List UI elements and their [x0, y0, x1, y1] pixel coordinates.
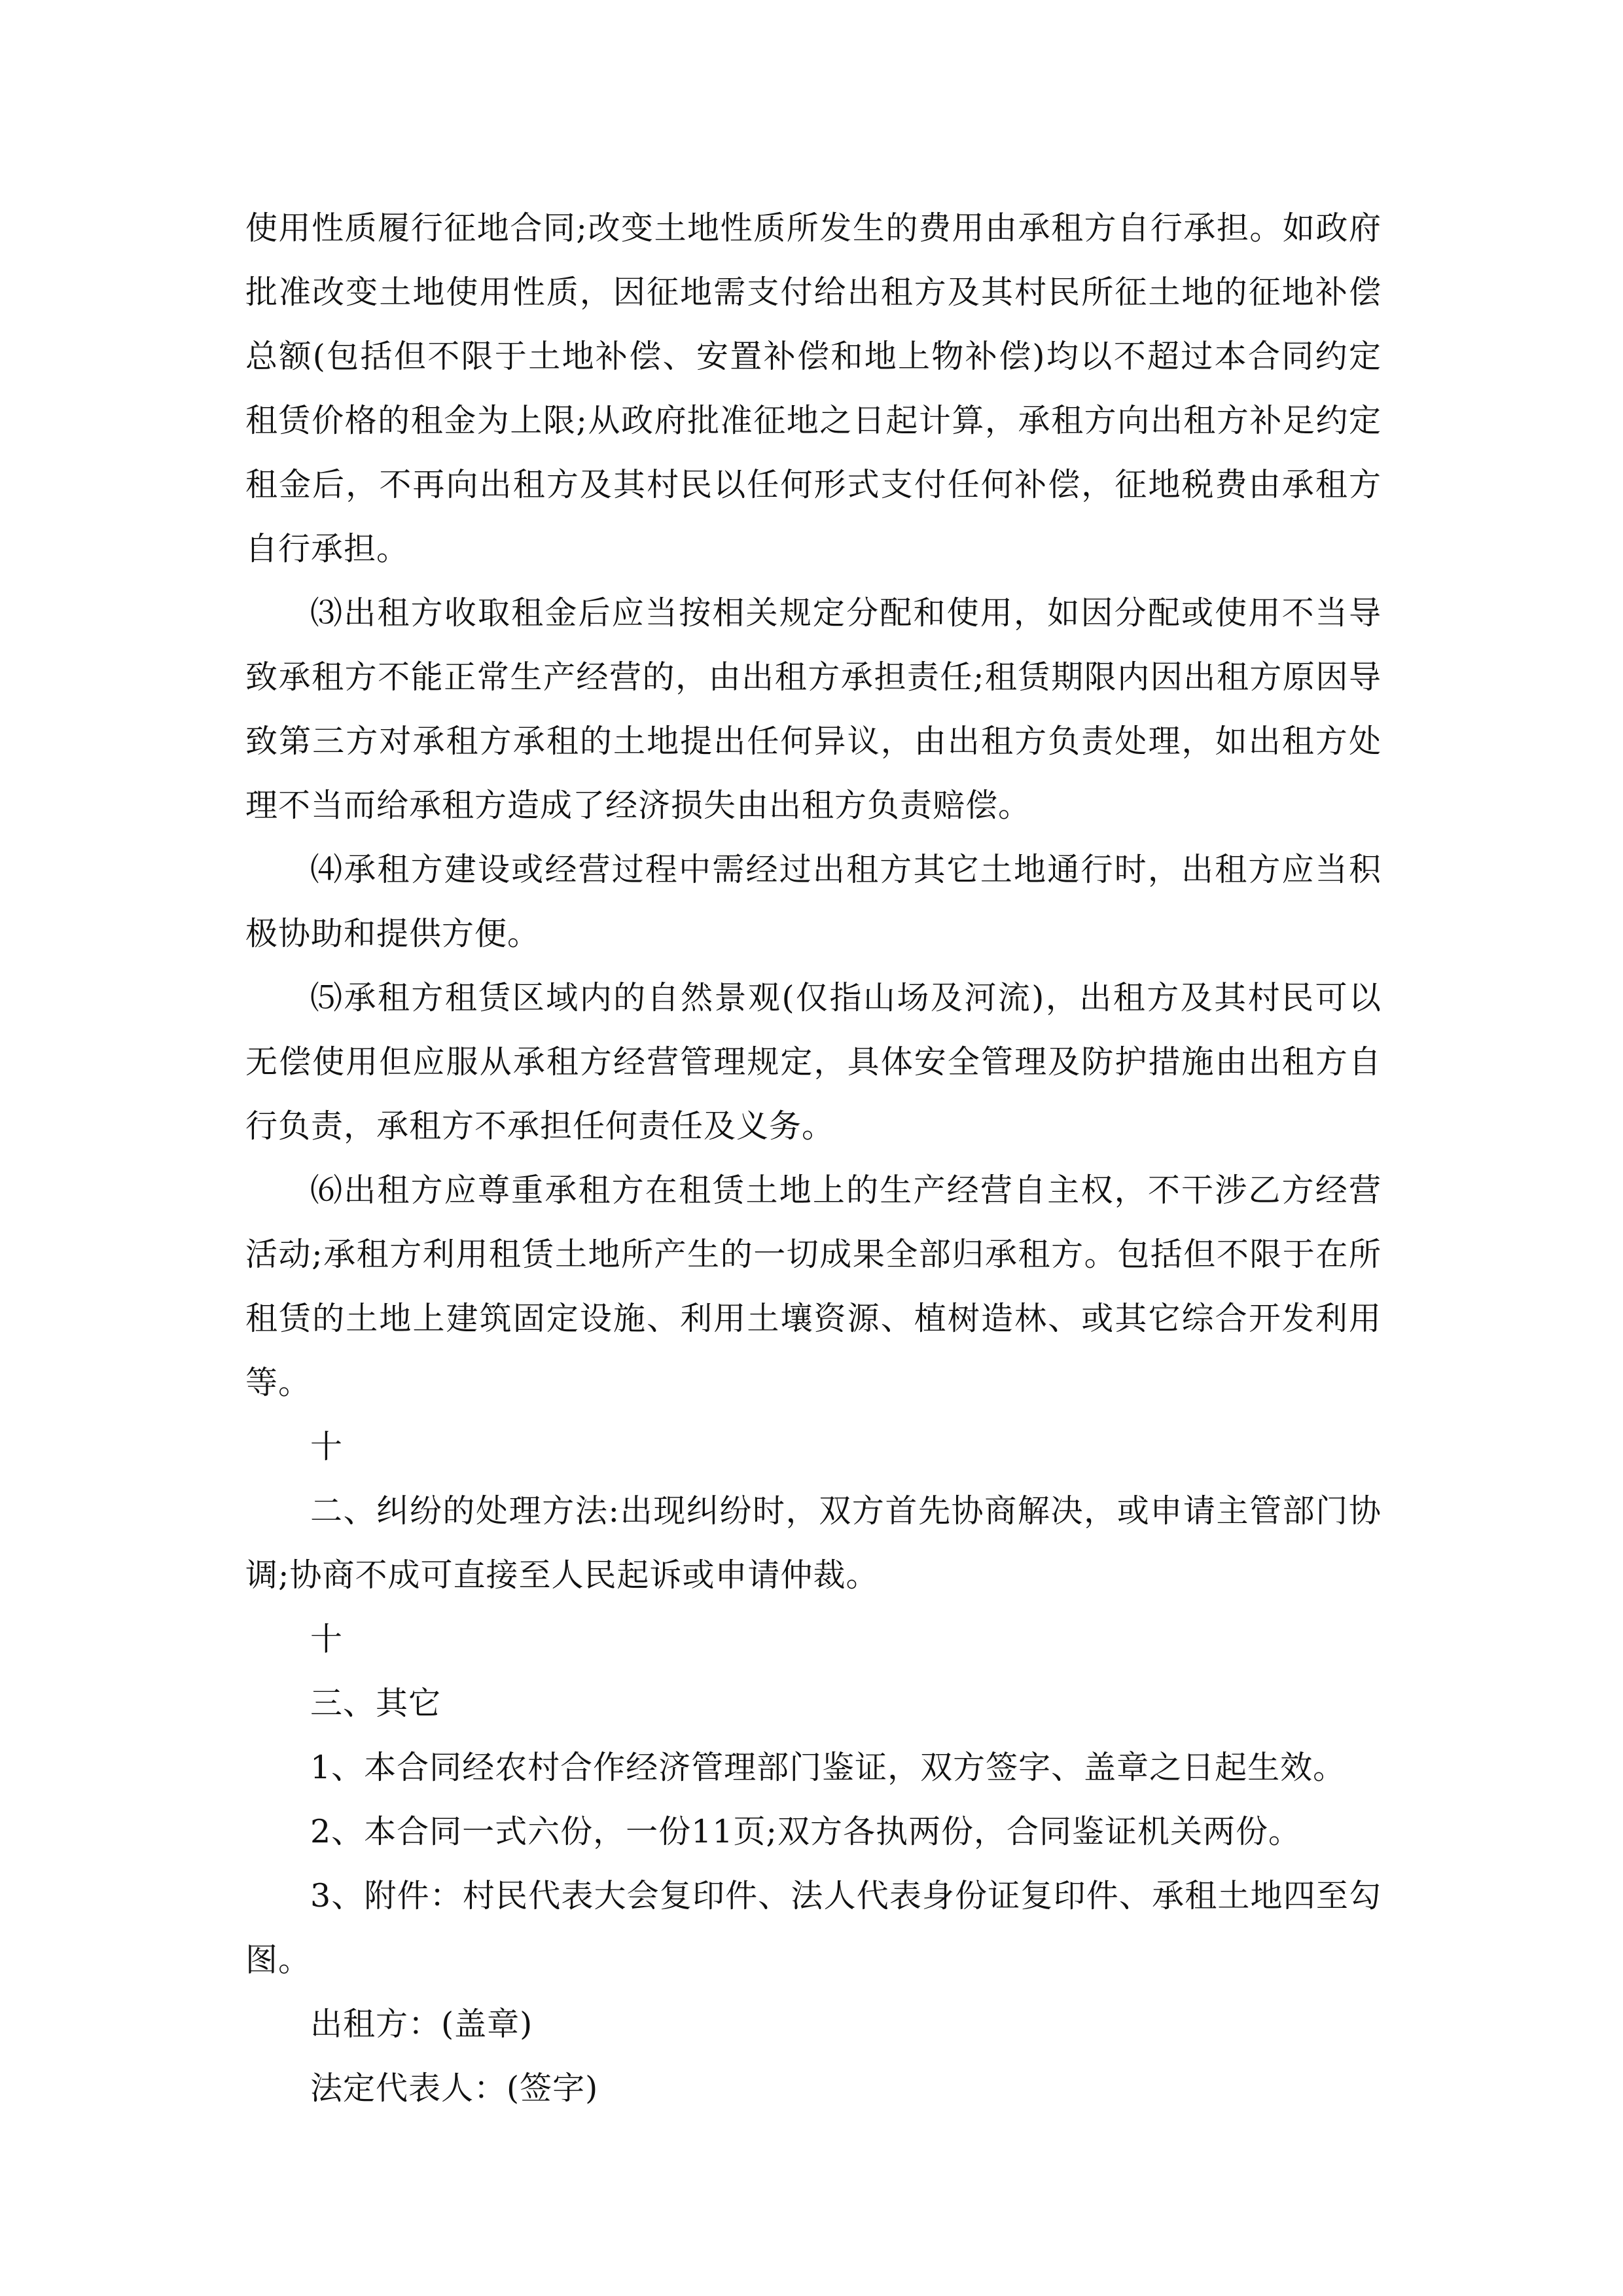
paragraph-item-3: 3、附件：村民代表大会复印件、法人代表身份证复印件、承租土地四至勾图。: [245, 1877, 1382, 1979]
paragraph-item-1: 1、本合同经农村合作经济管理部门鉴证，双方签字、盖章之日起生效。: [310, 1749, 1346, 1786]
signature-lessor-seal: 出租方：(盖章): [310, 2005, 533, 2043]
document-page: [245, 196, 1382, 2121]
paragraph-land-use-compensation: 使用性质履行征地合同;改变土地性质所发生的费用由承租方自行承担。如政府批准改变土地使用性质，因征地需支付给出租方及其村民所征土地的征地补偿总额(包括但不限于土地补偿、安置补偿和地上物补偿)均以不超过本合同约定租赁价格的租金为上限;从政府批准征地之日起计算，承租方向出租方补足约定租金后，不再向出租方及其村民以任何形式支付任何补偿，征地税费由承租方自行承担。: [245, 209, 1382, 567]
paragraph-clause-3: ⑶出租方收取租金后应当按相关规定分配和使用，如因分配或使用不当导致承租方不能正常生产经营的，由出租方承担责任;租赁期限内因出租方原因导致第三方对承租方承租的土地提出任何异议，由出租方负责处理，如出租方处理不当而给承租方造成了经济损失由出租方负责赔偿。: [245, 594, 1382, 824]
section-number-ten-b: 十: [310, 1621, 344, 1658]
paragraph-clause-5: ⑸承租方租赁区域内的自然景观(仅指山场及河流)，出租方及其村民可以无偿使用但应服从承租方经营管理规定，具体安全管理及防护措施由出租方自行负责，承租方不承担任何责任及义务。: [245, 979, 1382, 1145]
signature-legal-representative: 法定代表人：(签字): [310, 2070, 599, 2107]
paragraph-clause-4: ⑷承租方建设或经营过程中需经过出租方其它土地通行时，出租方应当积极协助和提供方便。: [245, 851, 1382, 952]
paragraph-item-2: 2、本合同一式六份，一份11页;双方各执两份，合同鉴证机关两份。: [310, 1813, 1302, 1850]
section-heading-other: 三、其它: [310, 1685, 442, 1722]
section-number-ten-a: 十: [310, 1428, 344, 1465]
paragraph-dispute-resolution: 二、纠纷的处理方法:出现纠纷时，双方首先协商解决，或申请主管部门协调;协商不成可直接至人民起诉或申请仲裁。: [245, 1492, 1382, 1594]
paragraph-clause-6: ⑹出租方应尊重承租方在租赁土地上的生产经营自主权，不干涉乙方经营活动;承租方利用租赁土地所产生的一切成果全部归承租方。包括但不限于在所租赁的土地上建筑固定设施、利用土壤资源、植树造林、或其它综合开发利用等。: [245, 1172, 1382, 1401]
